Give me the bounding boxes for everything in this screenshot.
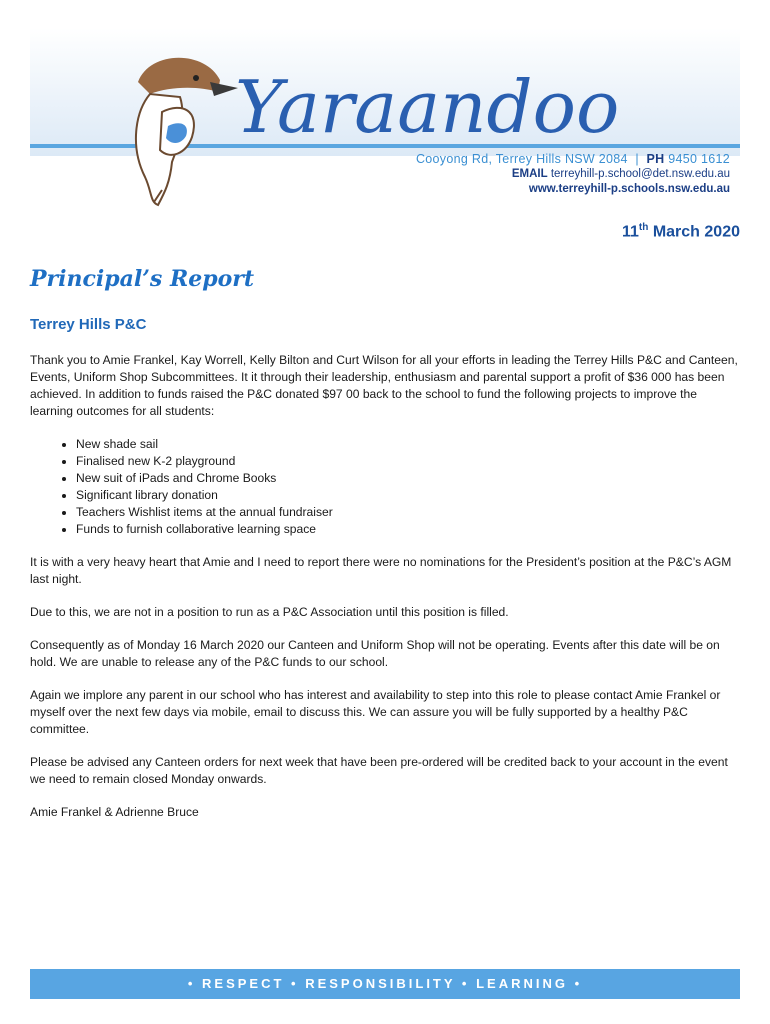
letter-body: [30, 352, 742, 837]
website-link[interactable]: www.terreyhill-p.schools.nsw.edu.au: [528, 183, 730, 195]
list-item: • Teachers Wishlist items at the annual fundraiser: [76, 504, 742, 521]
paragraph-canteen-orders: Please be advised any Canteen orders for next week that have been pre-ordered will be credited back to your account in the event we need to remain closed Monday onwards.: [30, 755, 728, 786]
email-label: EMAIL: [511, 168, 548, 180]
address: Cooyong Rd, Terrey Hills NSW 2084: [415, 152, 628, 166]
paragraph-appeal: Again we implore any parent in our school who has interest and availability to step into this role to please contact Amie Frankel or myself over the next few days via mobile, email to discuss this. We can assure you will be fully supported by a healthy P&C committee.: [30, 688, 721, 736]
signature: Amie Frankel & Adrienne Bruce: [30, 805, 199, 819]
letterhead: [30, 28, 740, 206]
phone: 9450 1612: [668, 152, 730, 166]
footer-motto: • RESPECT • RESPONSIBILITY • LEARNING •: [187, 976, 583, 991]
paragraph-closure: Consequently as of Monday 16 March 2020 our Canteen and Uniform Shop will not be operating. Events after this date will be on hold. We are unable to release any of the P&C funds to our school.: [30, 638, 720, 669]
date-suffix: th: [638, 222, 649, 233]
separator: |: [635, 152, 639, 166]
list-item: • New shade sail: [76, 436, 742, 453]
email-link[interactable]: terreyhill-p.school@det.nsw.edu.au: [550, 168, 730, 180]
contact-address-line: [416, 152, 730, 167]
phone-label: PH: [646, 152, 665, 166]
wordmark-text: Yaraandoo: [235, 68, 620, 148]
list-item: • Significant library donation: [76, 487, 742, 504]
footer-banner: [30, 969, 740, 999]
contact-block: [416, 152, 730, 197]
list-item: • Funds to furnish collaborative learning space: [76, 521, 742, 538]
contact-email-line: [416, 167, 730, 182]
page-title: Principal’s Report: [30, 266, 255, 292]
projects-list: [30, 436, 742, 538]
date-day: 11: [622, 223, 639, 241]
section-heading: Terrey Hills P&C: [30, 316, 147, 333]
paragraph-thanks: Thank you to Amie Frankel, Kay Worrell, Kelly Bilton and Curt Wilson for all your efforts in leading the Terrey Hills P&C and Canteen, Events, Uniform Shop Subcommittees. It it through their leadership, enthusiasm and parental support a profit of $36 000 has been achieved. In addition to funds raised the P&C donated $97 00 back to the school to fund the following projects to improve the learning outcomes for all students:: [30, 353, 738, 418]
kookaburra-icon: [110, 42, 240, 207]
list-item: • New suit of iPads and Chrome Books: [76, 470, 742, 487]
date-rest: March 2020: [652, 223, 740, 241]
paragraph-position: Due to this, we are not in a position to run as a P&C Association until this position is filled.: [30, 605, 509, 619]
wordmark-logo: [235, 68, 755, 148]
paragraph-no-nominations: It is with a very heavy heart that Amie and I need to report there were no nominations for the President’s position at the P&C’s AGM last night.: [30, 555, 732, 586]
list-item: • Finalised new K-2 playground: [76, 453, 742, 470]
letter-date: [622, 222, 740, 241]
